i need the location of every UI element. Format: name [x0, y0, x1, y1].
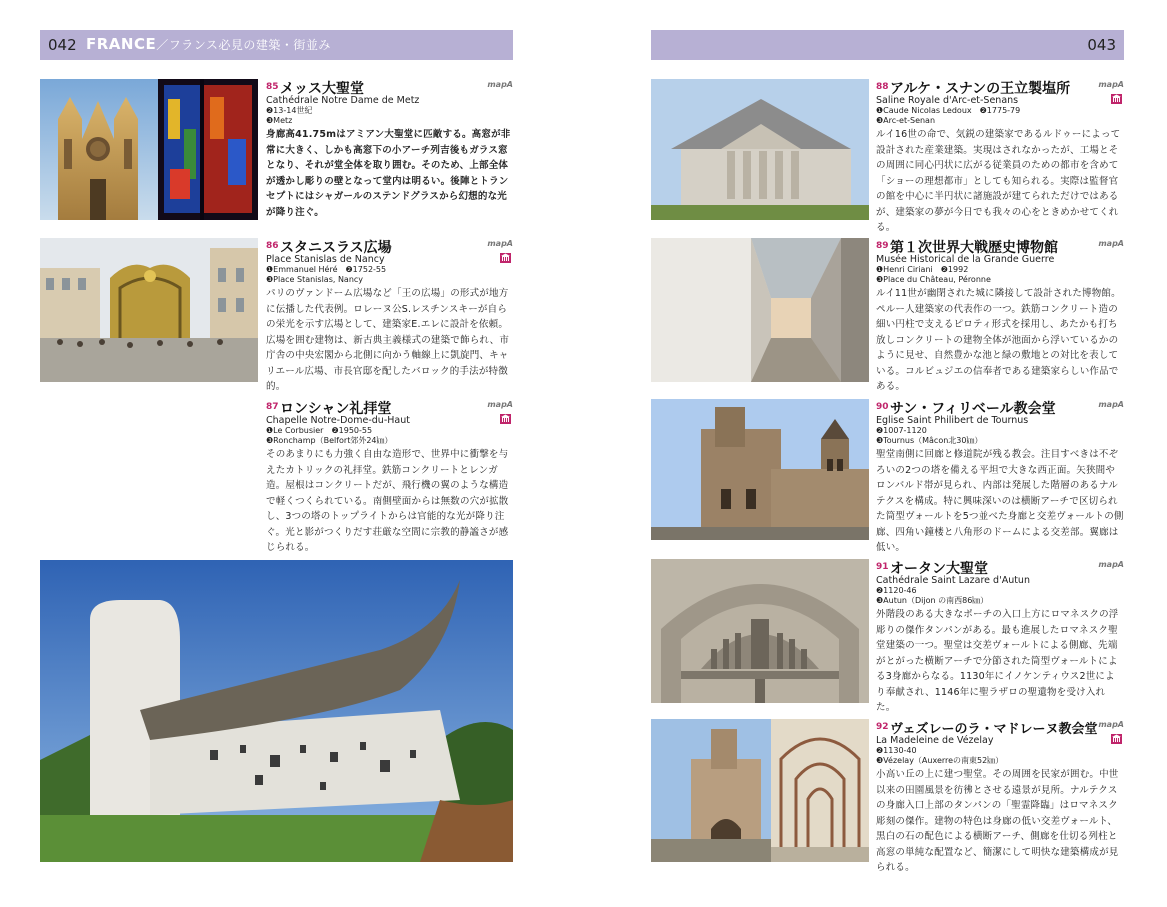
entry-meta-location: ❸Place du Château, Péronne: [876, 275, 991, 284]
entry-french-title: Musée Historical de la Grande Guerre: [876, 254, 1055, 265]
entry-title: アルケ・スナンの王立製塩所: [890, 81, 1071, 97]
entry-body: ルイ16世の命で、気鋭の建築家であるルドゥーによって設計された産業建築。実現はされなかったが、工場とその周囲に同心円状に広がる従業員のための都市を含めて「ショーの理想都市」としても知られる。実際は監督官の館を中心に半円状に諸施設が建てられただけではあるが、建築家の夢が今日でも我々の心をときめかせてくれる。: [876, 129, 1121, 233]
map-reference: mapA: [1098, 560, 1124, 569]
entry-title: サン・フィリベール教会堂: [890, 401, 1056, 417]
entry-title: 第１次世界大戦歴史博物館: [890, 240, 1058, 256]
entry-meta-architect-date: ❶Emmanuel Héré ❷1752-55: [266, 265, 387, 274]
map-reference: mapA: [1098, 239, 1124, 248]
entry-title: スタニスラス広場: [280, 240, 392, 256]
entry-92: [876, 719, 1124, 876]
entry-meta-location: ❸Ronchamp（Belfort郊外24㎞）: [266, 436, 393, 445]
world-heritage-icon: [500, 253, 511, 263]
entry-meta-date: ❷1120-46: [876, 586, 917, 595]
map-reference: mapA: [1098, 400, 1124, 409]
entry-body: そのあまりにも力強く自由な造形で、世界中に衝撃を与えたカトリックの礼拝堂。鉄筋コンクリートとレンガ造。屋根はコンクリートだが、飛行機の翼のような構造で軽くつくられている。南側壁面からは無数の穴が拡散し、3つの塔のトップライトからは官能的な光が降り注ぐ。光と影がつくりだす荘厳な空間に宗教的静謐さが感じられる。: [266, 449, 509, 553]
entry-meta-location: ❸Vézelay（Auxerreの南東52㎞）: [876, 756, 1004, 765]
entry-88: [876, 79, 1124, 236]
entry-title: ロンシャン礼拝堂: [280, 401, 392, 417]
entry-body: ルイ11世が幽閉された城に隣接して設計された博物館。ペルー人建築家の代表作の一つ。鉄筋コンクリート造の細い円柱で支えるピロティ形式を採用し、あたかも打ち放しコンクリートの建物全体が池面から浮いているかのように見せ、自然豊かな池と緑の敷地との対比を表している。コルビュジエの信奉者である建築家らしい作品である。: [876, 288, 1121, 392]
photo-ronchamp-chapel: [40, 560, 513, 862]
entry-body: パリのヴァンドーム広場など「王の広場」の形式が地方に伝播した代表例。ロレーヌ公S.レスチンスキーが自らの栄光を示す広場として、建築家E.エレに設計を依頼。広場を囲む建物は、新古典主義様式の建築で飾られ、市庁舎の中央宏閣から北側に向かう軸線上に凱旋門、キャリエール広場、市長官邸を配したバロック的手法が特徴的。: [266, 288, 510, 392]
photo-vezelay-madeleine: [651, 719, 869, 862]
photo-place-stanislas: [40, 238, 258, 382]
photo-war-museum: [651, 238, 869, 382]
entry-meta-location: ❸Arc-et-Senan: [876, 116, 936, 125]
photo-metz-cathedral: [40, 79, 258, 220]
entry-meta-architect-date: ❶Caude Nicolas Ledoux ❷1775-79: [876, 106, 1021, 115]
entry-number: 87: [266, 402, 279, 412]
entry-french-title: La Madeleine de Vézelay: [876, 735, 994, 746]
entry-title: オータン大聖堂: [890, 561, 988, 577]
section-subtitle: ／フランス必見の建築・街並み: [156, 38, 331, 52]
entry-meta-architect-date: ❶Le Corbusier ❷1950-55: [266, 426, 373, 435]
entry-number: 86: [266, 241, 279, 251]
map-reference: mapA: [487, 400, 513, 409]
entry-title: メッス大聖堂: [280, 81, 364, 97]
map-reference: mapA: [487, 239, 513, 248]
entry-title: ヴェズレーのラ・マドレーヌ教会堂: [890, 722, 1098, 737]
entry-french-title: Eglise Saint Philibert de Tournus: [876, 415, 1029, 426]
entry-number: 91: [876, 562, 889, 572]
entry-meta-date: ❷13-14世紀: [266, 106, 313, 115]
map-reference: mapA: [487, 80, 513, 89]
entry-meta-location: ❸Autun（Dijon の南西86㎞）: [876, 596, 989, 605]
entry-89: [876, 238, 1124, 395]
right-page-number: 043: [1087, 36, 1116, 54]
entry-french-title: Cathédrale Saint Lazare d'Autun: [876, 575, 1030, 586]
entry-number: 85: [266, 82, 279, 92]
left-page-number: 042: [48, 36, 77, 54]
photo-saint-philibert: [651, 399, 869, 540]
map-reference: mapA: [1098, 80, 1124, 89]
entry-french-title: Cathédrale Notre Dame de Metz: [266, 95, 420, 106]
photo-saline-royale: [651, 79, 869, 220]
entry-91: [876, 559, 1124, 716]
left-page-header: [40, 30, 513, 60]
entry-meta-location: ❸Metz: [266, 116, 293, 125]
photo-autun-cathedral: [651, 559, 869, 703]
entry-body: 小高い丘の上に建つ聖堂。その周囲を民家が囲む。中世以来の田園風景を彷彿とさせる遠景が見所。ナルテクスの身廊入口上部のタンパンの「聖霊降臨」はロマネスク彫刻の傑作。建物の特色は身廊の低い交差ヴォールト、黒白の石の配色による横断アーチ、側廊を仕切る列柱と高窓の単純な配置など、簡潔にして明快な建築構成が見られる。: [876, 769, 1119, 873]
entry-meta-location: ❸Tournus（Mâcon北30㎞）: [876, 436, 983, 445]
entry-number: 88: [876, 82, 889, 92]
entry-french-title: Saline Royale d'Arc-et-Senans: [876, 95, 1019, 106]
entry-french-title: Place Stanislas de Nancy: [266, 254, 385, 265]
entry-meta-architect-date: ❶Henri Ciriani ❷1992: [876, 265, 969, 274]
entry-body: 聖堂南側に回廊と修道院が残る教会。注目すべきは不ぞろいの2つの塔を備える平坦で大きな西正面。矢狭間やロンバルド帯が見られ、内部は発展した階層のあるナルテクスを構成。特に興味深いのは横断アーチで区切られた筒型ヴォールトを5つ並べた身廊と交差ヴォールトの側廊、四角い鐘楼と八角形のドームによる交差部。翼廊は低い。: [876, 449, 1124, 553]
section-name: FRANCE: [86, 35, 157, 53]
right-page-header: [651, 30, 1124, 60]
entry-body: 身廊高41.75mはアミアン大聖堂に匹敵する。高窓が非常に大きく、しかも高窓下の小アーチ列吉後もガラス窓となり、それが堂全体を取り囲む。そのため、上部全体が透かし彫りの壁となって堂内は明るい。後陣とトランセプトにはシャガールのステンドグラスから幻想的な光が降り注ぐ。: [266, 129, 511, 218]
entry-number: 90: [876, 402, 889, 412]
world-heritage-icon: [500, 414, 511, 424]
entry-meta-location: ❸Place Stanislas, Nancy: [266, 275, 364, 284]
world-heritage-icon: [1111, 94, 1122, 104]
entry-meta-date: ❷1130-40: [876, 746, 917, 755]
section-title: [86, 35, 331, 53]
entry-90: [876, 399, 1124, 556]
entry-meta-date: ❷1007-1120: [876, 426, 927, 435]
entry-body: 外階段のある大きなポーチの入口上方にロマネスクの浮彫りの傑作タンパンがある。最も進展したロマネスク聖堂建築の一つ。聖堂は交差ヴォールトによる側廊、先端がとがった横断アーチで分節された筒型ヴォールトによる3身廊からなる。1130年にイノケンティウス2世により奉献され、1146年に聖ラザロの聖遺物を受け入れた。: [876, 609, 1119, 713]
entry-86: [266, 238, 513, 395]
entry-french-title: Chapelle Notre-Dome-du-Haut: [266, 415, 410, 426]
entry-87: [266, 399, 513, 556]
map-reference: mapA: [1098, 720, 1124, 729]
world-heritage-icon: [1111, 734, 1122, 744]
entry-85: [266, 79, 513, 220]
entry-number: 92: [876, 722, 889, 732]
entry-number: 89: [876, 241, 889, 251]
